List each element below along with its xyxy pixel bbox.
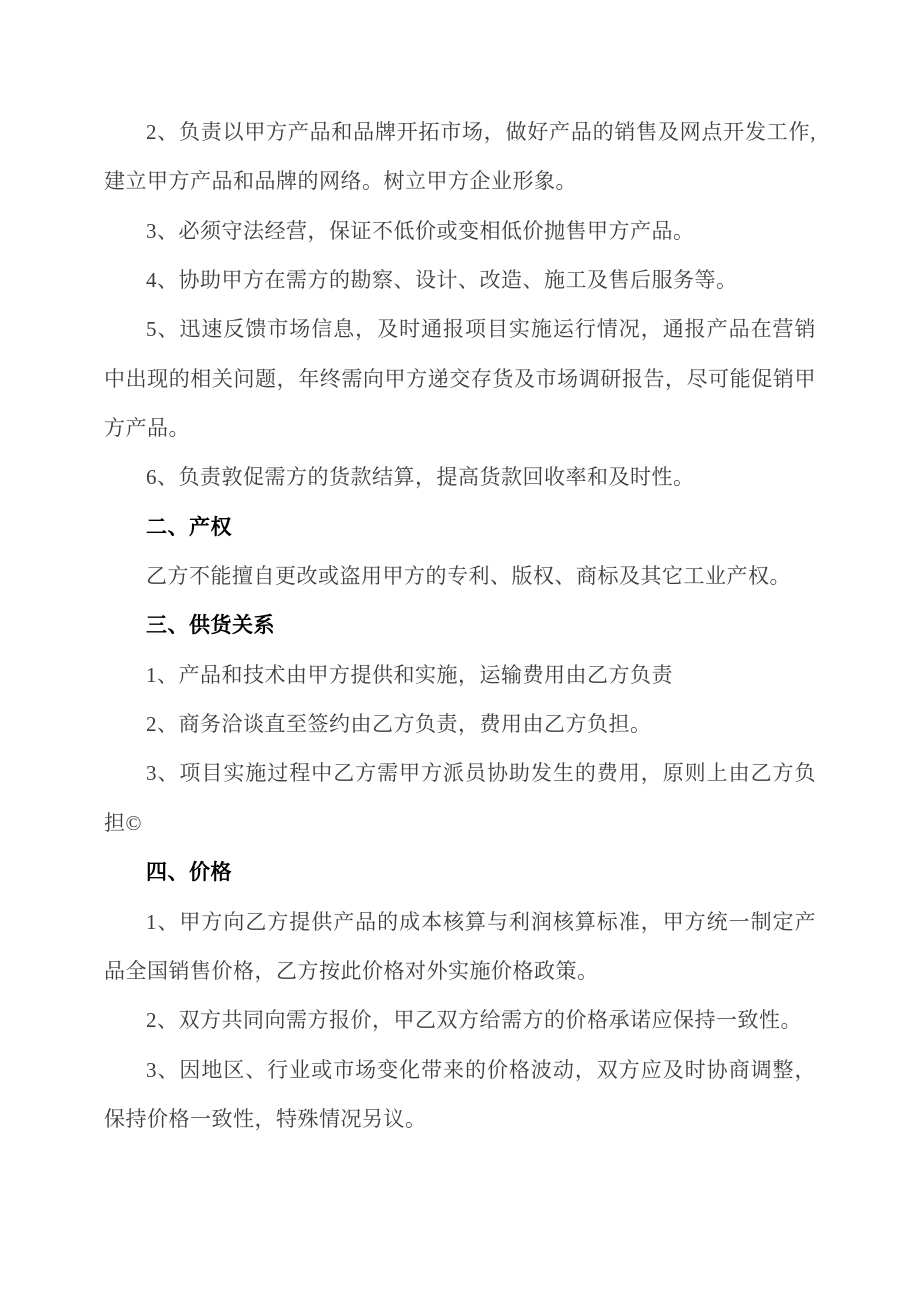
doc-paragraph-assist-services: 4、协助甲方在需方的勘察、设计、改造、施工及售后服务等。 (146, 268, 738, 293)
doc-paragraph-supply-item-2: 2、商务洽谈直至签约由乙方负责，费用由乙方负担。 (146, 712, 652, 737)
doc-paragraph-supply-item-3: 3、项目实施过程中乙方需甲方派员协助发生的费用，原则上由乙方负担© (104, 761, 816, 835)
doc-paragraph-price-item-2: 2、双方共同向需方报价，甲乙双方给需方的价格承诺应保持一致性。 (146, 1008, 802, 1033)
doc-paragraph-price-item-1: 1、甲方向乙方提供产品的成本核算与利润核算标准，甲方统一制定产品全国销售价格，乙方按此价格对外实施价格政策。 (104, 909, 816, 983)
doc-paragraph-supply-item-1: 1、产品和技术由甲方提供和实施，运输费用由乙方负责 (146, 662, 673, 687)
doc-paragraph-lawful-operation: 3、必须守法经营，保证不低价或变相低价抛售甲方产品。 (146, 218, 695, 243)
doc-paragraph-market-development: 2、负责以甲方产品和品牌开拓市场，做好产品的销售及网点开发工作,建立甲方产品和品牌的网络。树立甲方企业形象。 (104, 120, 816, 194)
doc-paragraph-price-item-3: 3、因地区、行业或市场变化带来的价格波动，双方应及时协商调整，保持价格一致性，特殊情况另议。 (104, 1057, 816, 1131)
heading-section-2-property-rights: 二、产权 (146, 514, 232, 539)
heading-section-3-supply-relationship: 三、供货关系 (146, 613, 275, 638)
heading-section-4-price: 四、价格 (146, 860, 232, 885)
doc-paragraph-market-feedback: 5、迅速反馈市场信息，及时通报项目实施运行情况，通报产品在营销中出现的相关问题，年终需向甲方递交存货及市场调研报告，尽可能促销甲方产品。 (104, 317, 816, 441)
doc-paragraph-payment-collection: 6、负责敦促需方的货款结算，提高货款回收率和及时性。 (146, 465, 695, 490)
doc-paragraph-property-rights: 乙方不能擅自更改或盗用甲方的专利、版权、商标及其它工业产权。 (146, 564, 791, 589)
